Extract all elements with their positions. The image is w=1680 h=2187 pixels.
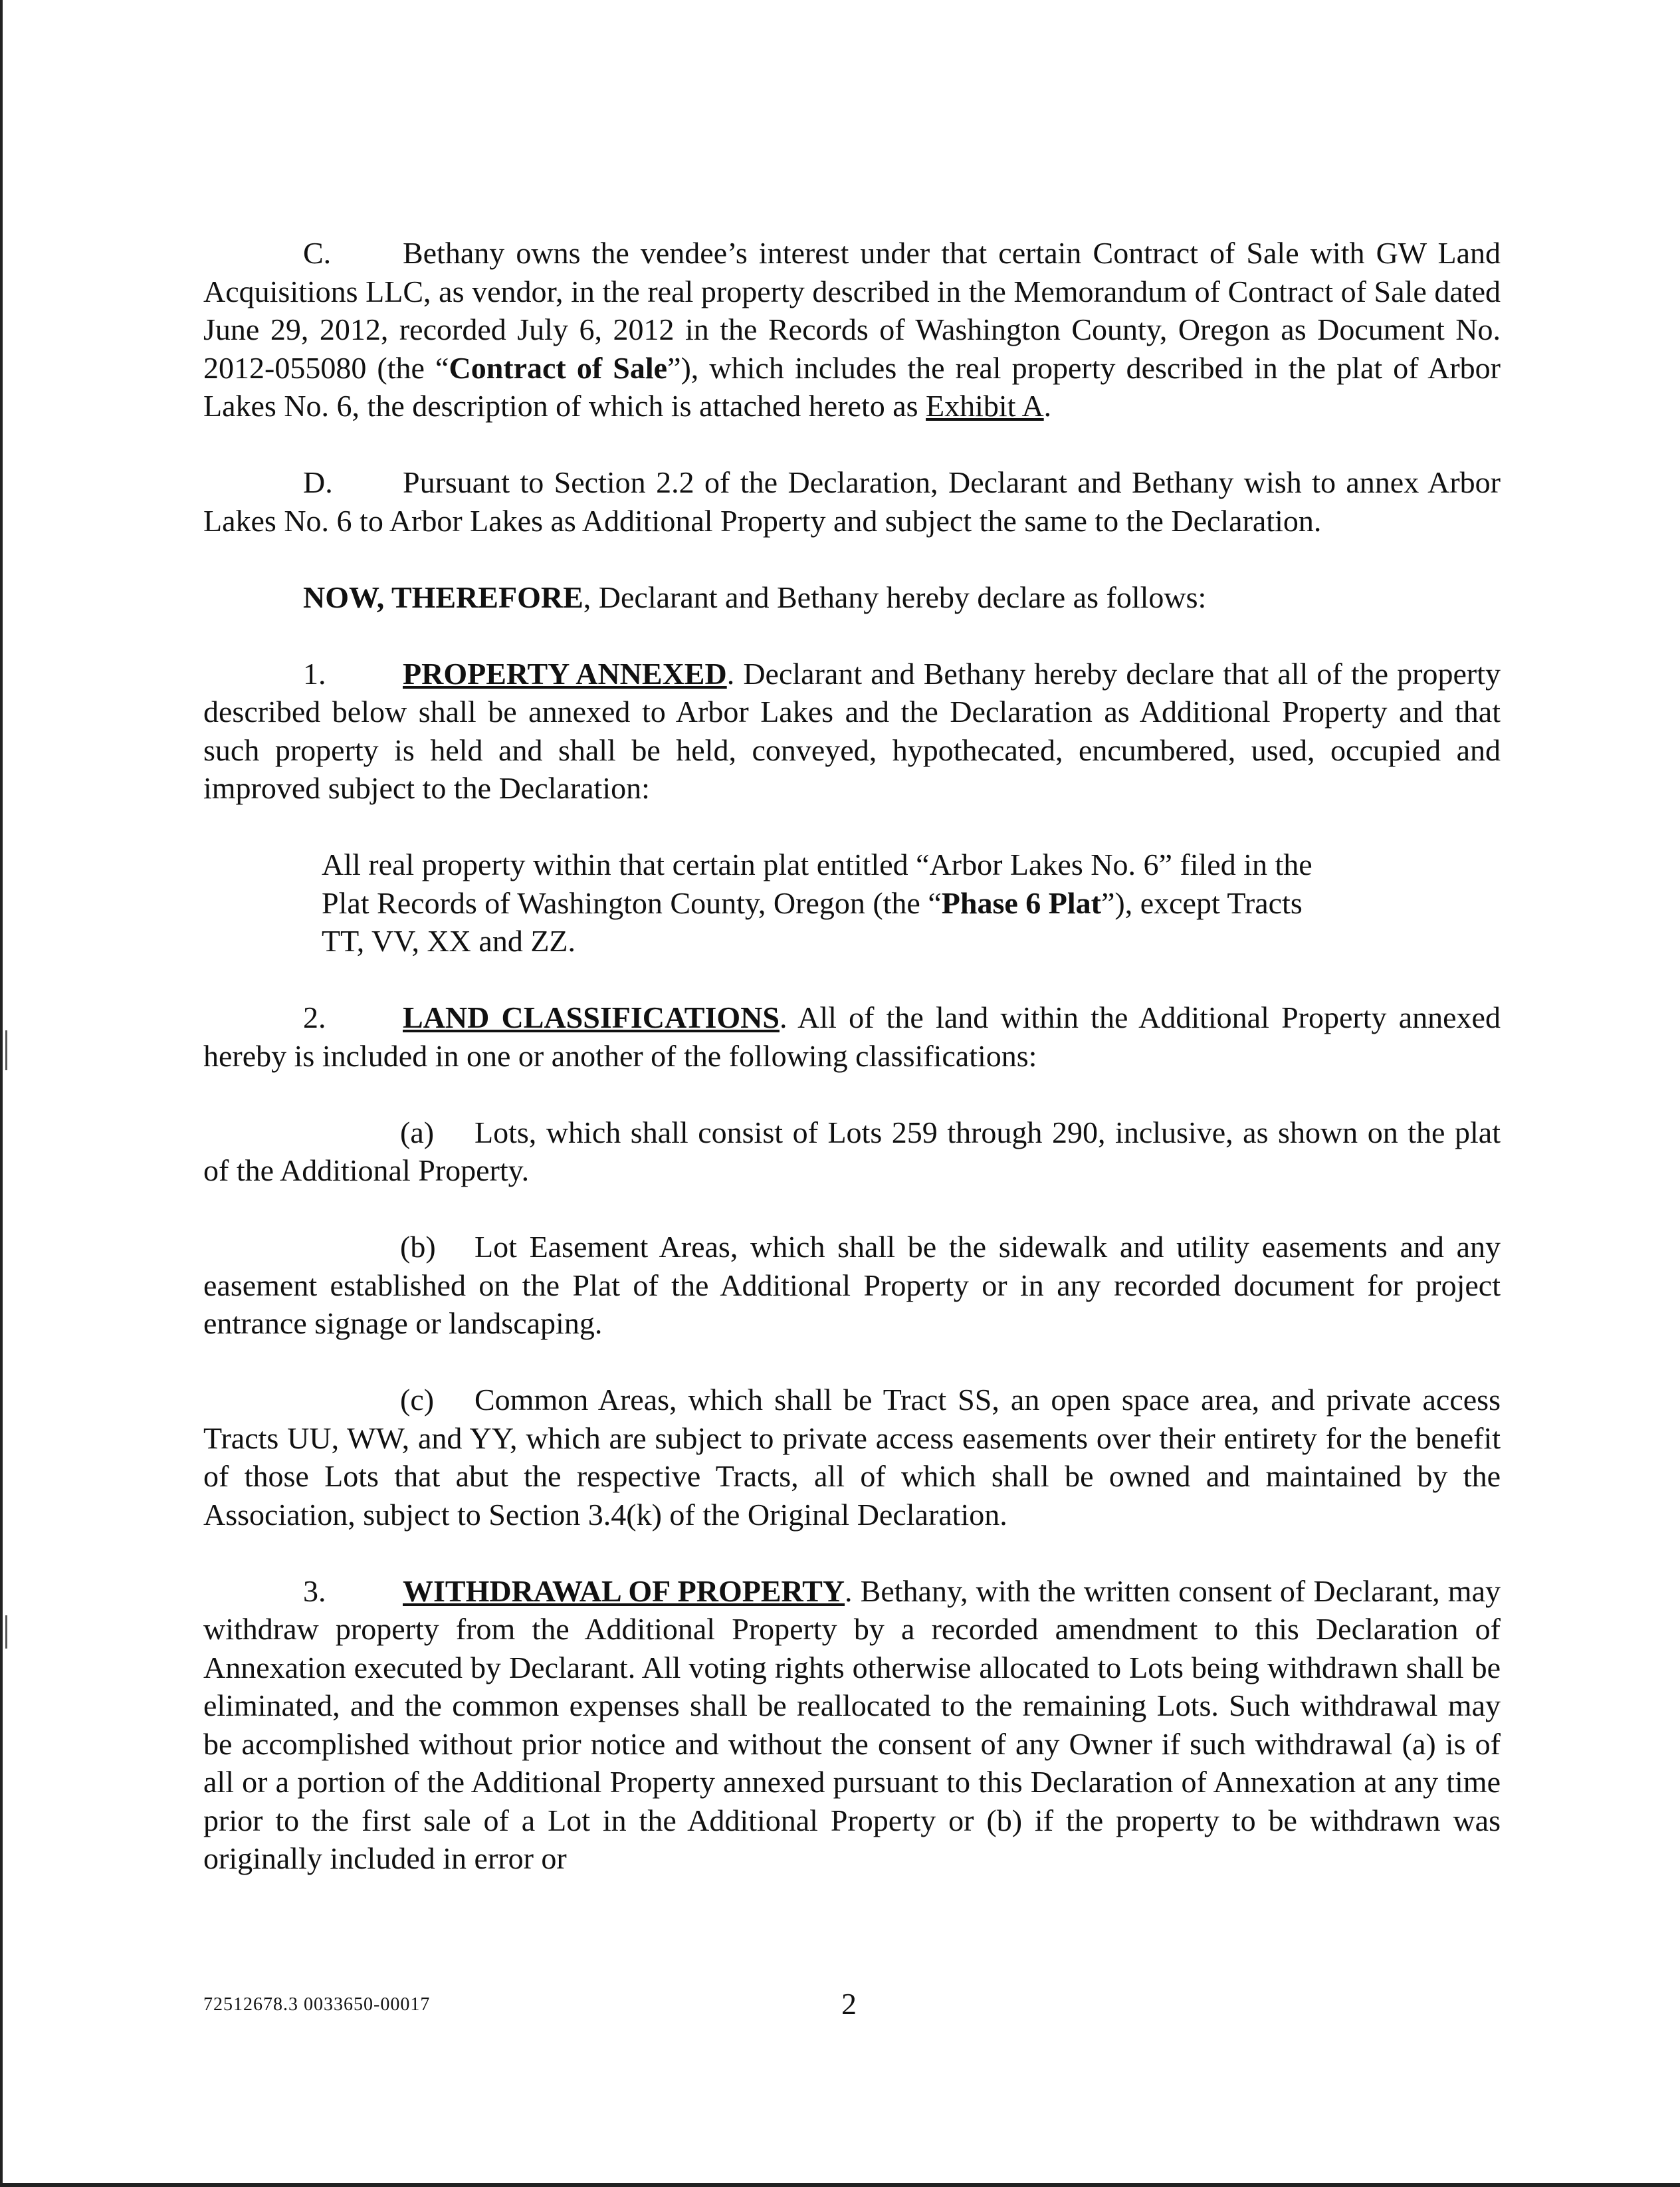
recital-label: C. [303, 236, 332, 270]
exhibit-reference: Exhibit A [926, 389, 1044, 423]
recital-d [203, 463, 1501, 540]
classification-item [203, 1113, 1501, 1190]
recital-text: ”), which includes the real property described in the plat of Arbor Lakes No. 6, the description of which is attached hereto as [203, 350, 1501, 423]
section-number: 1. [303, 656, 326, 691]
section-3 [203, 1572, 1501, 1878]
section-number: 3. [303, 1573, 326, 1608]
item-label: (b) [400, 1230, 436, 1264]
recital-text: . [1043, 389, 1052, 423]
item-text: Common Areas, which shall be Tract SS, an open space area, and private access Tracts UU, WW, and YY, which are subject to private access easements over their entirety for the benefit of those Lots that abut the respective Tracts, all of which shall be owned and maintained by the Association, subject to Section 3.4(k) of the Original Declaration. [203, 1383, 1501, 1532]
section-text: . Declarant and Bethany hereby declare that all of the property described below shall be annexed to Arbor Lakes and the Declaration as Additional Property and that such property is held and shall be held, conveyed, hypothecated, encumbered, used, occupied and improved subject to the Declaration: [203, 656, 1501, 805]
section-heading: WITHDRAWAL OF PROPERTY [403, 1573, 845, 1608]
section-text: . Bethany, with the written consent of Declarant, may withdraw property from the Additional Property by a recorded amendment to this Declaration of Annexation executed by Declarant. All voting rights otherwise allocated to Lots being withdrawn shall be eliminated, and the common expenses shall be reallocated to the remaining Lots. Such withdrawal may be accomplished without prior notice and without the consent of any Owner if such withdrawal (a) is of all or a portion of the Additional Property annexed pursuant to this Declaration of Annexation at any time prior to the first sale of a Lot in the Additional Property or (b) if the property to be withdrawn was originally included in error or [203, 1573, 1501, 1875]
page-number: 2 [841, 1987, 857, 2021]
section-text: . All of the land within the Additional Property annexed hereby is included in one or another of the following classifications: [203, 1000, 1501, 1073]
section-1 [203, 655, 1501, 808]
now-therefore-clause [203, 578, 1501, 617]
quote-text: ”), except Tracts TT, VV, XX and ZZ. [322, 885, 1303, 958]
section-number: 2. [303, 1000, 326, 1034]
item-text: Lot Easement Areas, which shall be the sidewalk and utility easements and any easement established on the Plat of the Additional Property or in any recorded document for project entrance signage or landscaping. [203, 1230, 1501, 1340]
item-label: (a) [400, 1115, 435, 1149]
item-label: (c) [400, 1383, 435, 1417]
item-text: Lots, which shall consist of Lots 259 through 290, inclusive, as shown on the plat of the Additional Property. [203, 1115, 1501, 1187]
document-id: 72512678.3 0033650-00017 [203, 1994, 431, 2015]
scan-mark [5, 1615, 7, 1649]
document-body [203, 234, 1501, 1916]
defined-term: Phase 6 Plat [941, 885, 1101, 920]
property-description-quote [322, 846, 1352, 961]
quote-text: All real property within that certain plat entitled “Arbor Lakes No. 6” filed in the Plat Records of Washington County, Oregon (the “ [322, 848, 1312, 920]
now-therefore-bold: NOW, THEREFORE [303, 580, 583, 614]
recital-c [203, 234, 1501, 425]
recital-label: D. [303, 465, 333, 499]
recital-text: Pursuant to Section 2.2 of the Declaration, Declarant and Bethany wish to annex Arbor Lakes No. 6 to Arbor Lakes as Additional Property and subject the same to the Declaration. [203, 465, 1501, 538]
defined-term: Contract of Sale [449, 350, 668, 385]
section-heading: PROPERTY ANNEXED [403, 656, 727, 691]
scan-edge-left [0, 0, 3, 2187]
now-therefore-text: , Declarant and Bethany hereby declare as follows: [583, 580, 1207, 614]
section-2 [203, 998, 1501, 1075]
classification-item [203, 1228, 1501, 1343]
classification-item [203, 1381, 1501, 1534]
section-heading: LAND CLASSIFICATIONS [403, 1000, 780, 1034]
scan-edge-bottom [0, 2183, 1680, 2187]
recital-text: Bethany owns the vendee’s interest under that certain Contract of Sale with GW Land Acquisitions LLC, as vendor, in the real property described in the Memorandum of Contract of Sale dated June 29, 2012, recorded July 6, 2012 in the Records of Washington County, Oregon as Document No. 2012-055080 (the “ [203, 236, 1501, 385]
scan-mark [5, 1030, 7, 1070]
